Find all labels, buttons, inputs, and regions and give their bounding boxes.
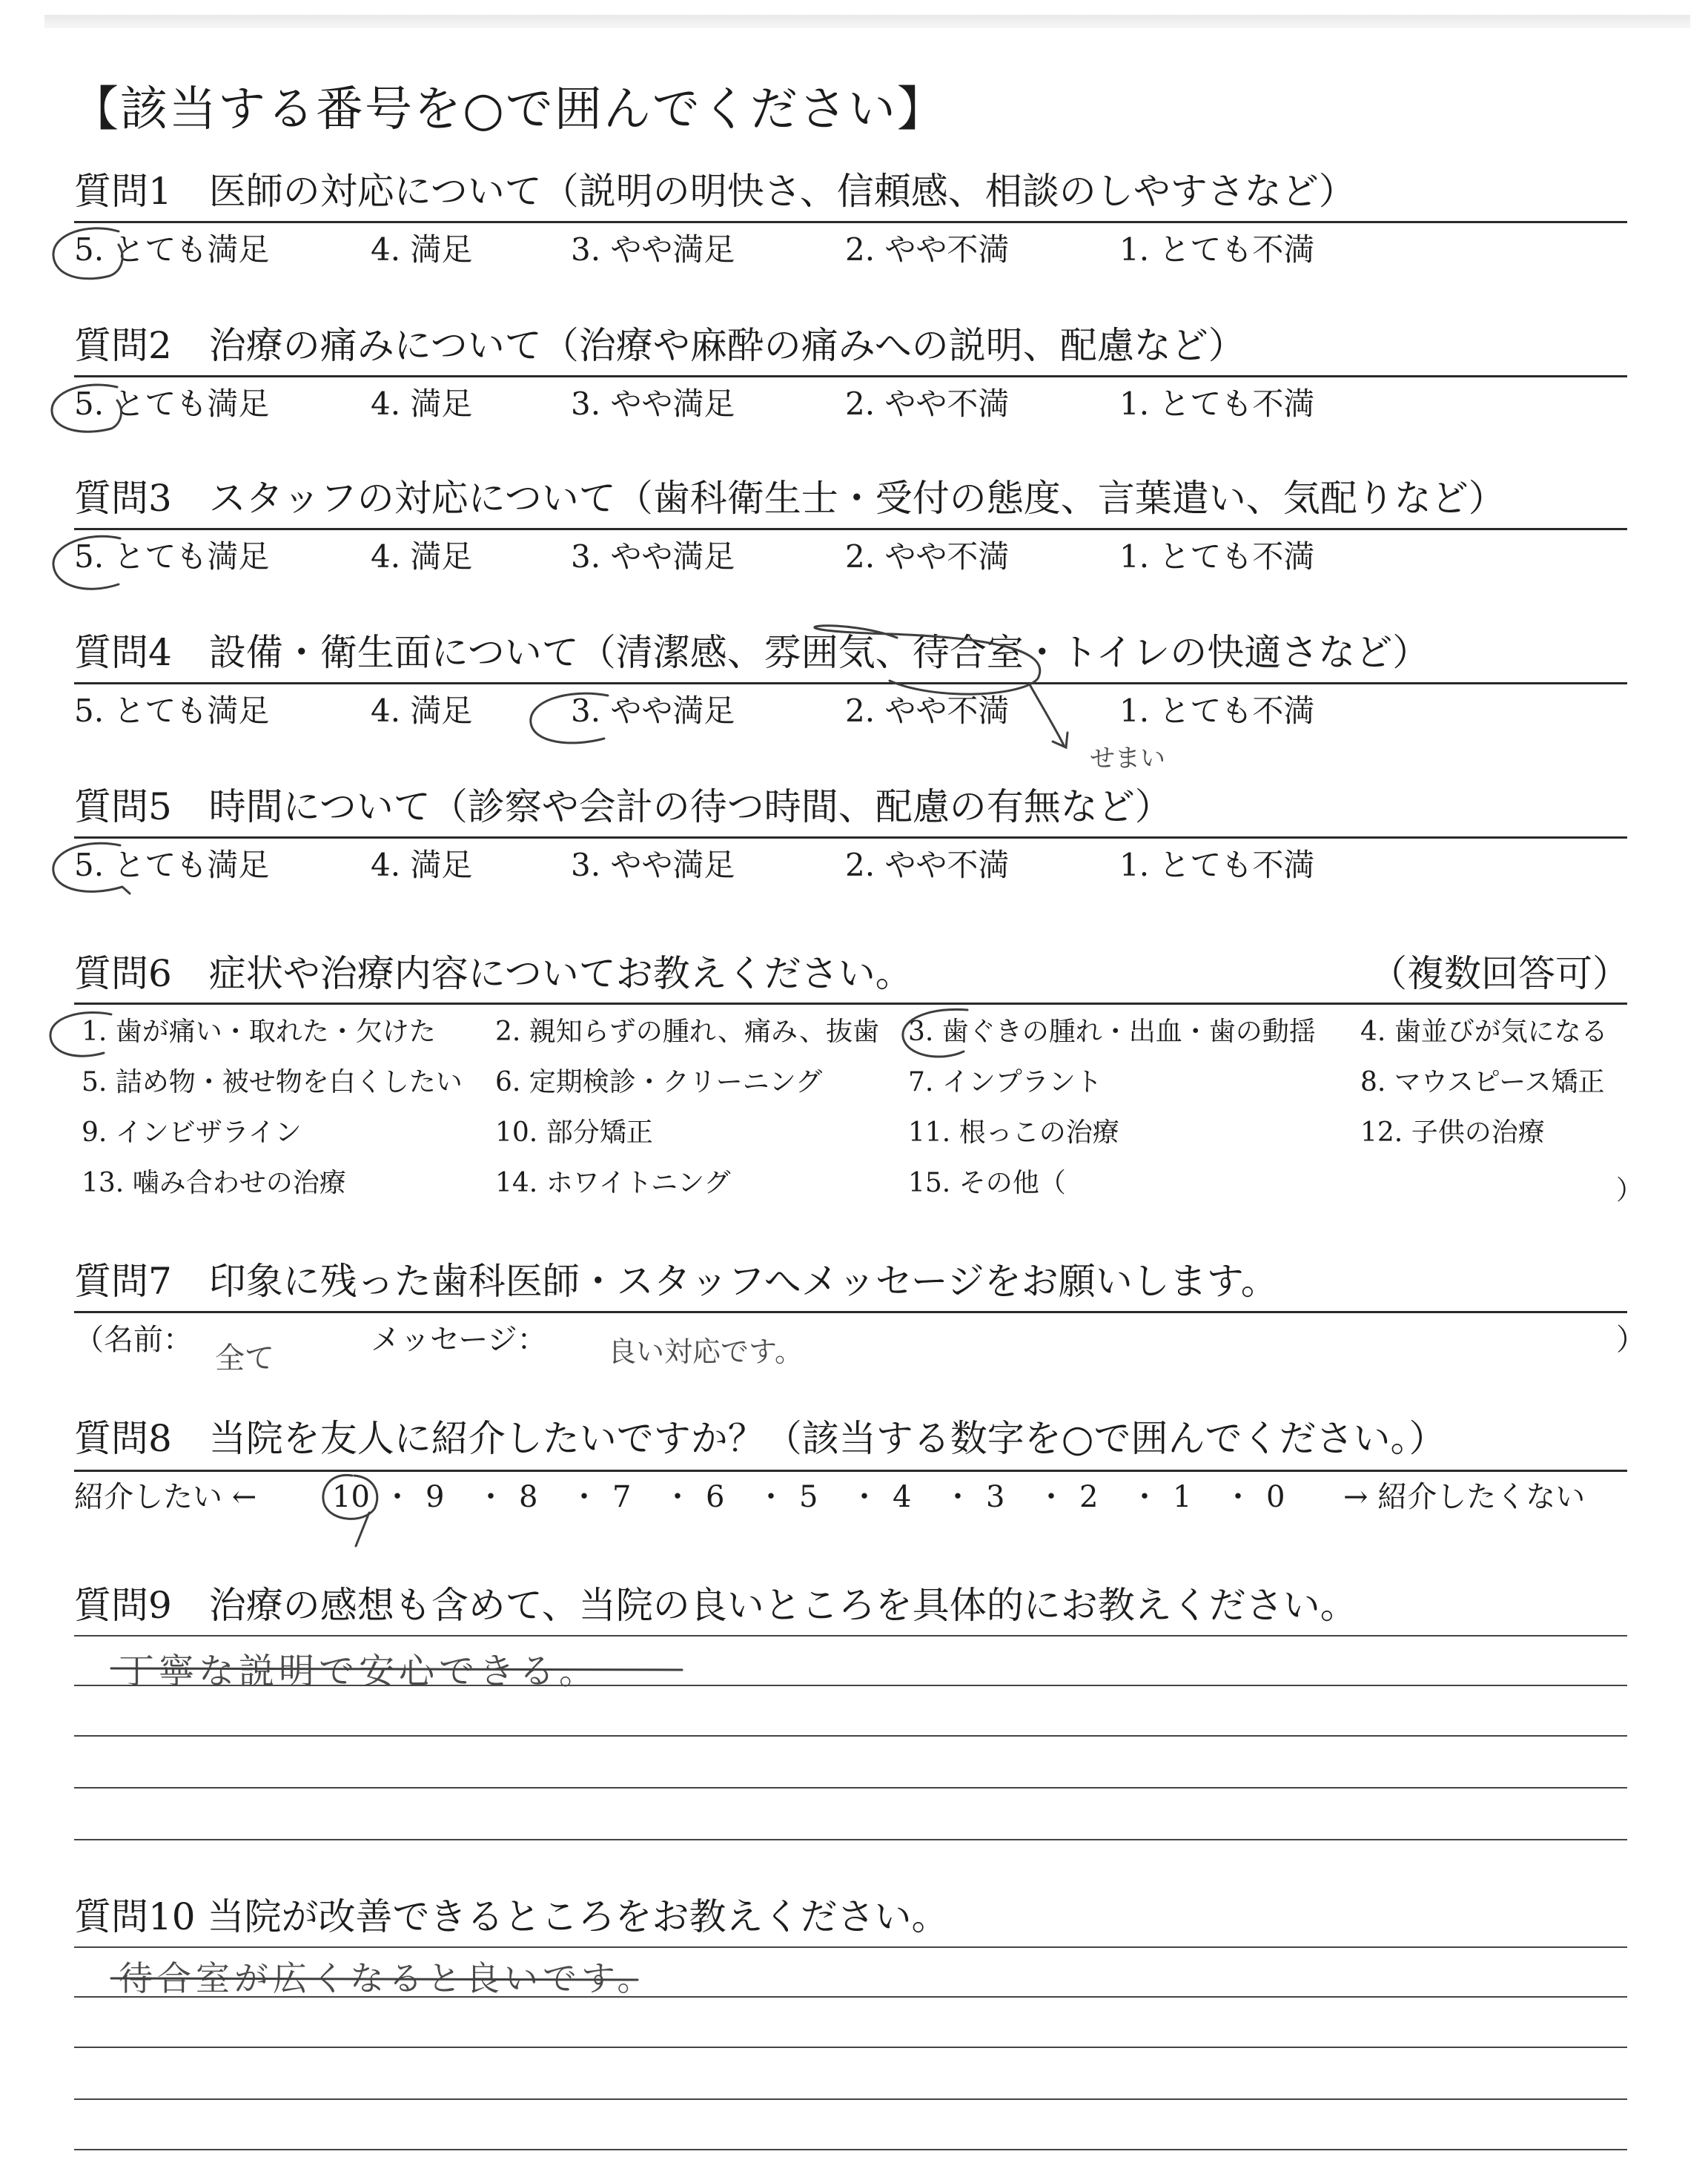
q1-option-2[interactable]: 2. やや不満: [845, 231, 1010, 268]
q6-option-14[interactable]: 14. ホワイトニング: [495, 1168, 731, 1198]
q6-title: 質問6 症状や治療内容についてお教えください。: [74, 952, 913, 995]
q9-line-5: [74, 1839, 1627, 1840]
q2-option-4[interactable]: 4. 満足: [371, 386, 473, 422]
q7-close-paren: ）: [1616, 1323, 1646, 1357]
q5-rule: [74, 836, 1627, 839]
q3-option-5[interactable]: 5. とても満足: [74, 538, 270, 575]
q1-title: 質問1 医師の対応について（説明の明快さ、信頼感、相談のしやすさなど）: [74, 170, 1356, 213]
q8-scale-separator: ・: [383, 1480, 412, 1514]
q6-note: （複数回答可）: [1370, 952, 1629, 995]
q8-scale-7[interactable]: 7: [612, 1480, 632, 1514]
q4-option-4[interactable]: 4. 満足: [371, 693, 473, 729]
q4-arrow: [1030, 686, 1068, 747]
q10-title: 質問10 当院が改善できるところをお教えください。: [74, 1895, 949, 1938]
q8-scale-8[interactable]: 8: [519, 1480, 538, 1514]
q6-option-5[interactable]: 5. 詰め物・被せ物を白くしたい: [82, 1067, 463, 1097]
q5-option-1[interactable]: 1. とても不満: [1119, 847, 1315, 883]
q10-line-4: [74, 2098, 1627, 2100]
q4-option-3[interactable]: 3. やや満足: [571, 693, 735, 729]
q8-scale-separator: ・: [663, 1480, 692, 1514]
q10-line-1: [74, 1946, 1627, 1948]
q6-option-10[interactable]: 10. 部分矯正: [495, 1117, 653, 1148]
q6-rule: [74, 1003, 1627, 1005]
q9-line-2: [74, 1685, 1627, 1686]
q6-option-1[interactable]: 1. 歯が痛い・取れた・欠けた: [82, 1017, 436, 1047]
q6-close-paren: ）: [1616, 1175, 1644, 1206]
q6-option-15[interactable]: 15. その他（: [908, 1168, 1066, 1198]
q5-option-5[interactable]: 5. とても満足: [74, 847, 270, 883]
q1-option-5[interactable]: 5. とても満足: [74, 231, 270, 268]
q8-scale-separator: ・: [850, 1480, 879, 1514]
q6-option-2[interactable]: 2. 親知らずの腫れ、痛み、抜歯: [495, 1017, 880, 1047]
q6-option-3[interactable]: 3. 歯ぐきの腫れ・出血・歯の動揺: [908, 1017, 1316, 1047]
q2-option-1[interactable]: 1. とても不満: [1119, 386, 1315, 422]
q4-option-1[interactable]: 1. とても不満: [1119, 693, 1315, 729]
q7-name-label: （名前：: [74, 1323, 193, 1357]
q5-option-2[interactable]: 2. やや不満: [845, 847, 1010, 883]
q8-scale-separator: ・: [1036, 1480, 1066, 1514]
q3-title: 質問3 スタッフの対応について（歯科衛生士・受付の態度、言葉遣い、気配りなど）: [74, 477, 1506, 520]
q8-scale-separator: ・: [476, 1480, 506, 1514]
q1-option-1[interactable]: 1. とても不満: [1119, 231, 1315, 268]
q8-scale-9[interactable]: 9: [426, 1480, 445, 1514]
q5-option-3[interactable]: 3. やや満足: [571, 847, 735, 883]
q8-scale-10[interactable]: 10: [332, 1480, 370, 1514]
q6-option-4[interactable]: 4. 歯並びが気になる: [1360, 1017, 1608, 1047]
q7-title: 質問7 印象に残った歯科医師・スタッフへメッセージをお願いします。: [74, 1260, 1278, 1303]
q3-rule: [74, 528, 1627, 530]
q2-option-2[interactable]: 2. やや不満: [845, 386, 1010, 422]
q5-option-4[interactable]: 4. 満足: [371, 847, 473, 883]
q8-scale-separator: ・: [569, 1480, 599, 1514]
q7-message-value[interactable]: 良い対応です。: [608, 1335, 803, 1368]
q8-scale-0[interactable]: 0: [1266, 1480, 1285, 1514]
q9-line-1: [74, 1635, 1627, 1636]
q8-right-label: → 紹介したくない: [1343, 1480, 1586, 1514]
q9-answer[interactable]: 丁寧な説明で安心できる。: [119, 1651, 600, 1692]
q8-scale-separator: ・: [943, 1480, 973, 1514]
q8-scale-5[interactable]: 5: [799, 1480, 818, 1514]
q8-left-label: 紹介したい ←: [74, 1480, 257, 1514]
q1-option-3[interactable]: 3. やや満足: [571, 231, 735, 268]
q10-line-3: [74, 2047, 1627, 2048]
q8-title: 質問8 当院を友人に紹介したいですか？（該当する数字を○で囲んでください。）: [74, 1417, 1446, 1460]
q3-option-3[interactable]: 3. やや満足: [571, 538, 735, 575]
q3-option-4[interactable]: 4. 満足: [371, 538, 473, 575]
q4-handwritten-note[interactable]: せまい: [1090, 744, 1165, 773]
q8-scale-separator: ・: [1130, 1480, 1159, 1514]
q8-scale-3[interactable]: 3: [986, 1480, 1005, 1514]
q9-title: 質問9 治療の感想も含めて、当院の良いところを具体的にお教えください。: [74, 1584, 1357, 1627]
q9-line-4: [74, 1787, 1627, 1789]
q6-option-9[interactable]: 9. インビザライン: [82, 1117, 302, 1148]
q6-option-8[interactable]: 8. マウスピース矯正: [1360, 1067, 1605, 1097]
page-header: 【該当する番号を○で囲んでください】: [71, 82, 946, 137]
q3-option-1[interactable]: 1. とても不満: [1119, 538, 1315, 575]
q4-rule: [74, 682, 1627, 684]
q6-option-11[interactable]: 11. 根っこの治療: [908, 1117, 1119, 1148]
q2-rule: [74, 375, 1627, 377]
q4-option-2[interactable]: 2. やや不満: [845, 693, 1010, 729]
q4-title: 質問4 設備・衛生面について（清潔感、雰囲気、待合室・トイレの快適さなど）: [74, 631, 1430, 674]
q8-scale-separator: ・: [756, 1480, 786, 1514]
q2-title: 質問2 治療の痛みについて（治療や麻酔の痛みへの説明、配慮など）: [74, 324, 1245, 367]
q9-line-3: [74, 1735, 1627, 1737]
q2-option-3[interactable]: 3. やや満足: [571, 386, 735, 422]
q6-option-12[interactable]: 12. 子供の治療: [1360, 1117, 1545, 1148]
q8-scale-1[interactable]: 1: [1173, 1480, 1192, 1514]
q3-option-2[interactable]: 2. やや不満: [845, 538, 1010, 575]
scan-edge: [44, 15, 1690, 28]
q8-scale-4[interactable]: 4: [893, 1480, 912, 1514]
q6-option-7[interactable]: 7. インプラント: [908, 1067, 1102, 1097]
q10-answer[interactable]: 待合室が広くなると良いです。: [119, 1958, 656, 1998]
q7-rule: [74, 1311, 1627, 1313]
q6-option-6[interactable]: 6. 定期検診・クリーニング: [495, 1067, 823, 1097]
q1-option-4[interactable]: 4. 満足: [371, 231, 473, 268]
q8-scale-2[interactable]: 2: [1079, 1480, 1099, 1514]
q10-line-2: [74, 1996, 1627, 1998]
q5-title: 質問5 時間について（診察や会計の待つ時間、配慮の有無など）: [74, 785, 1172, 828]
q10-line-5: [74, 2149, 1627, 2150]
q2-option-5[interactable]: 5. とても満足: [74, 386, 270, 422]
q8-scale-6[interactable]: 6: [706, 1480, 725, 1514]
q8-rule: [74, 1470, 1627, 1472]
q7-name-value[interactable]: 全て: [215, 1341, 274, 1375]
q6-option-13[interactable]: 13. 噛み合わせの治療: [82, 1168, 346, 1198]
q7-message-label: メッセージ：: [371, 1323, 547, 1357]
q4-option-5[interactable]: 5. とても満足: [74, 693, 270, 729]
q1-rule: [74, 221, 1627, 223]
q8-scale-separator: ・: [1223, 1480, 1253, 1514]
